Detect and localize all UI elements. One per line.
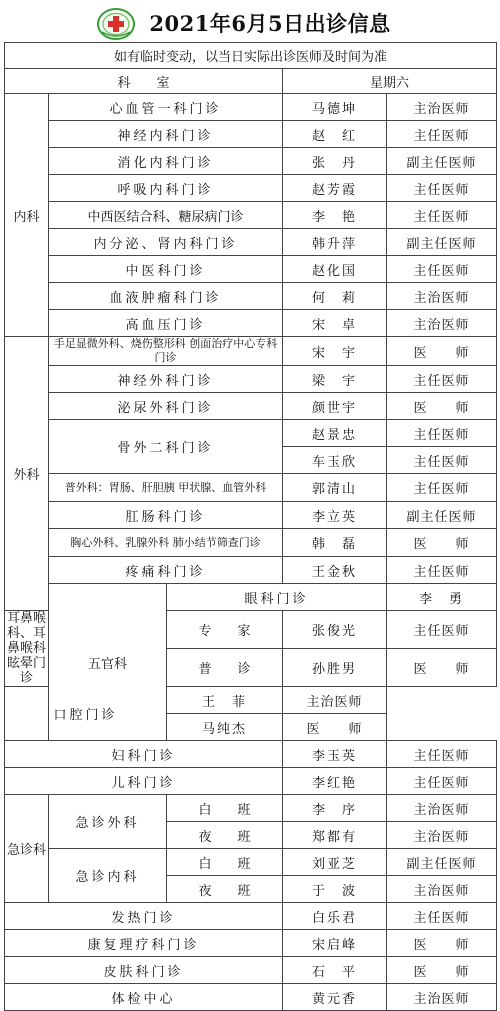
clinic-cell: 儿科门诊 bbox=[5, 768, 283, 795]
clinic-cell: 耳鼻喉科、耳鼻喉科眩晕门诊 bbox=[5, 611, 49, 687]
table-row bbox=[5, 256, 497, 283]
doctor-cell: 郭清山 bbox=[283, 474, 387, 502]
title-cell: 主治医师 bbox=[387, 876, 497, 903]
title-cell: 主任医师 bbox=[387, 741, 497, 768]
group-neike: 内科 bbox=[5, 94, 49, 337]
table-row bbox=[5, 903, 497, 930]
doctor-cell: 李 勇 bbox=[387, 584, 497, 611]
title-cell: 副主任医师 bbox=[387, 229, 497, 256]
clinic-cell: 妇科门诊 bbox=[5, 741, 283, 768]
table-row bbox=[5, 687, 497, 714]
doctor-cell: 孙胜男 bbox=[283, 649, 387, 687]
title-cell: 主任医师 bbox=[387, 366, 497, 393]
sub-cell: 专 家 bbox=[167, 611, 283, 649]
table-row bbox=[5, 310, 497, 337]
clinic-cell: 急诊外科 bbox=[49, 795, 167, 849]
title-cell: 主任医师 bbox=[387, 256, 497, 283]
clinic-cell: 手足显微外科、烧伤整形科 创面治疗中心专科门诊 bbox=[49, 337, 283, 366]
doctor-cell: 赵 红 bbox=[283, 121, 387, 148]
clinic-cell: 疼痛科门诊 bbox=[49, 557, 283, 584]
doctor-cell: 何 莉 bbox=[283, 283, 387, 310]
table-row bbox=[5, 420, 497, 447]
doctor-cell: 于 波 bbox=[283, 876, 387, 903]
clinic-cell: 神经内科门诊 bbox=[49, 121, 283, 148]
title-cell: 主治医师 bbox=[387, 795, 497, 822]
table-row bbox=[5, 202, 497, 229]
sub-cell: 白 班 bbox=[167, 849, 283, 876]
doctor-cell: 张俊光 bbox=[283, 611, 387, 649]
clinic-cell: 皮肤科门诊 bbox=[5, 957, 283, 984]
doctor-cell: 张 丹 bbox=[283, 148, 387, 175]
table-row bbox=[5, 795, 497, 822]
group-jizhen: 急诊科 bbox=[5, 795, 49, 903]
doctor-cell: 马德坤 bbox=[283, 94, 387, 121]
table-row bbox=[5, 502, 497, 529]
title-cell: 医 师 bbox=[387, 393, 497, 420]
title-cell: 主任医师 bbox=[387, 121, 497, 148]
title-cell: 主治医师 bbox=[387, 984, 497, 1011]
doctor-cell: 李立英 bbox=[283, 502, 387, 529]
doctor-cell: 王 菲 bbox=[167, 687, 283, 714]
doctor-cell: 韩 磊 bbox=[283, 529, 387, 557]
title-cell: 主任医师 bbox=[387, 420, 497, 447]
clinic-cell: 骨外二科门诊 bbox=[49, 420, 283, 474]
clinic-cell: 内分泌、肾内科门诊 bbox=[49, 229, 283, 256]
clinic-cell: 心血管一科门诊 bbox=[49, 94, 283, 121]
clinic-cell: 高血压门诊 bbox=[49, 310, 283, 337]
table-row bbox=[5, 94, 497, 121]
header-dept: 科 室 bbox=[5, 69, 283, 94]
title-cell: 医 师 bbox=[387, 649, 497, 687]
clinic-cell: 肛肠科门诊 bbox=[49, 502, 283, 529]
clinic-cell: 体检中心 bbox=[5, 984, 283, 1011]
table-row bbox=[5, 283, 497, 310]
table-row bbox=[5, 957, 497, 984]
doctor-cell: 王金秋 bbox=[283, 557, 387, 584]
title-cell: 医 师 bbox=[387, 529, 497, 557]
table-row bbox=[5, 584, 497, 611]
table-row bbox=[5, 393, 497, 420]
doctor-cell: 赵芳霞 bbox=[283, 175, 387, 202]
title-cell: 医 师 bbox=[387, 930, 497, 957]
table-row bbox=[5, 529, 497, 557]
clinic-cell: 康复理疗科门诊 bbox=[5, 930, 283, 957]
clinic-cell: 神经外科门诊 bbox=[49, 366, 283, 393]
title-cell: 医 师 bbox=[387, 957, 497, 984]
clinic-cell: 消化内科门诊 bbox=[49, 148, 283, 175]
clinic-cell: 血液肿瘤科门诊 bbox=[49, 283, 283, 310]
table-row bbox=[5, 148, 497, 175]
table-row bbox=[5, 557, 497, 584]
title-cell: 主任医师 bbox=[387, 447, 497, 474]
title-cell: 主治医师 bbox=[283, 687, 387, 714]
title-cell: 主任医师 bbox=[387, 611, 497, 649]
doctor-cell: 白乐君 bbox=[283, 903, 387, 930]
doctor-cell: 石 平 bbox=[283, 957, 387, 984]
doctor-cell: 车玉欣 bbox=[283, 447, 387, 474]
hospital-logo-icon bbox=[96, 7, 136, 41]
doctor-cell: 李玉英 bbox=[283, 741, 387, 768]
table-row bbox=[5, 121, 497, 148]
table-row bbox=[5, 849, 497, 876]
title-cell: 副主任医师 bbox=[387, 148, 497, 175]
clinic-cell: 中西医结合科、糖尿病门诊 bbox=[49, 202, 283, 229]
doctor-cell: 郑都有 bbox=[283, 822, 387, 849]
header-day: 星期六 bbox=[283, 69, 497, 94]
title-cell: 主任医师 bbox=[387, 557, 497, 584]
table-row bbox=[5, 930, 497, 957]
title-cell: 主任医师 bbox=[387, 903, 497, 930]
title-cell: 副主任医师 bbox=[387, 849, 497, 876]
clinic-cell: 普外科：胃肠、肝胆胰 甲状腺、血管外科 bbox=[49, 474, 283, 502]
table-row bbox=[5, 768, 497, 795]
doctor-cell: 梁 宇 bbox=[283, 366, 387, 393]
doctor-cell: 赵景忠 bbox=[283, 420, 387, 447]
clinic-cell: 中医科门诊 bbox=[49, 256, 283, 283]
table-row bbox=[5, 229, 497, 256]
title-cell: 主治医师 bbox=[387, 822, 497, 849]
doctor-cell: 颜世宇 bbox=[283, 393, 387, 420]
doctor-cell: 宋 卓 bbox=[283, 310, 387, 337]
sub-cell: 白 班 bbox=[167, 795, 283, 822]
clinic-cell: 眼科门诊 bbox=[167, 584, 387, 611]
doctor-cell: 李 艳 bbox=[283, 202, 387, 229]
schedule-table bbox=[4, 42, 497, 1011]
doctor-cell: 韩升萍 bbox=[283, 229, 387, 256]
header-row bbox=[5, 69, 497, 94]
table-row bbox=[5, 474, 497, 502]
title-cell: 主治医师 bbox=[387, 283, 497, 310]
table-row bbox=[5, 175, 497, 202]
title-cell: 主治医师 bbox=[387, 310, 497, 337]
table-row bbox=[5, 337, 497, 366]
clinic-cell: 口腔门诊 bbox=[5, 687, 167, 741]
clinic-cell: 胸心外科、乳腺外科 肺小结节筛查门诊 bbox=[49, 529, 283, 557]
clinic-cell: 急诊内科 bbox=[49, 849, 167, 903]
title-cell: 主任医师 bbox=[387, 202, 497, 229]
doctor-cell: 李 序 bbox=[283, 795, 387, 822]
notice-row bbox=[5, 43, 497, 69]
title-cell: 主任医师 bbox=[387, 175, 497, 202]
table-row bbox=[5, 366, 497, 393]
title-cell: 主任医师 bbox=[387, 474, 497, 502]
doctor-cell: 赵化国 bbox=[283, 256, 387, 283]
sub-cell: 普 诊 bbox=[167, 649, 283, 687]
group-wuguan: 五官科 bbox=[49, 584, 167, 741]
page-title: 2021年6月5日出诊信息 bbox=[149, 11, 391, 36]
notice-text: 如有临时变动，以当日实际出诊医师及时间为准 bbox=[5, 43, 497, 69]
doctor-cell: 李红艳 bbox=[283, 768, 387, 795]
title-cell: 医 师 bbox=[283, 714, 387, 741]
title-cell: 医 师 bbox=[387, 337, 497, 366]
doctor-cell: 刘亚芝 bbox=[283, 849, 387, 876]
doctor-cell: 黄元香 bbox=[283, 984, 387, 1011]
title-cell: 副主任医师 bbox=[387, 502, 497, 529]
doctor-cell: 宋启峰 bbox=[283, 930, 387, 957]
sub-cell: 夜 班 bbox=[167, 822, 283, 849]
title-cell: 主任医师 bbox=[387, 768, 497, 795]
title-bar bbox=[4, 4, 496, 42]
table-row bbox=[5, 741, 497, 768]
clinic-cell: 呼吸内科门诊 bbox=[49, 175, 283, 202]
group-waike: 外科 bbox=[5, 337, 49, 611]
clinic-cell: 泌尿外科门诊 bbox=[49, 393, 283, 420]
table-row bbox=[5, 984, 497, 1011]
doctor-cell: 马纯杰 bbox=[167, 714, 283, 741]
title-cell: 主治医师 bbox=[387, 94, 497, 121]
clinic-cell: 发热门诊 bbox=[5, 903, 283, 930]
doctor-cell: 宋 宇 bbox=[283, 337, 387, 366]
sub-cell: 夜 班 bbox=[167, 876, 283, 903]
